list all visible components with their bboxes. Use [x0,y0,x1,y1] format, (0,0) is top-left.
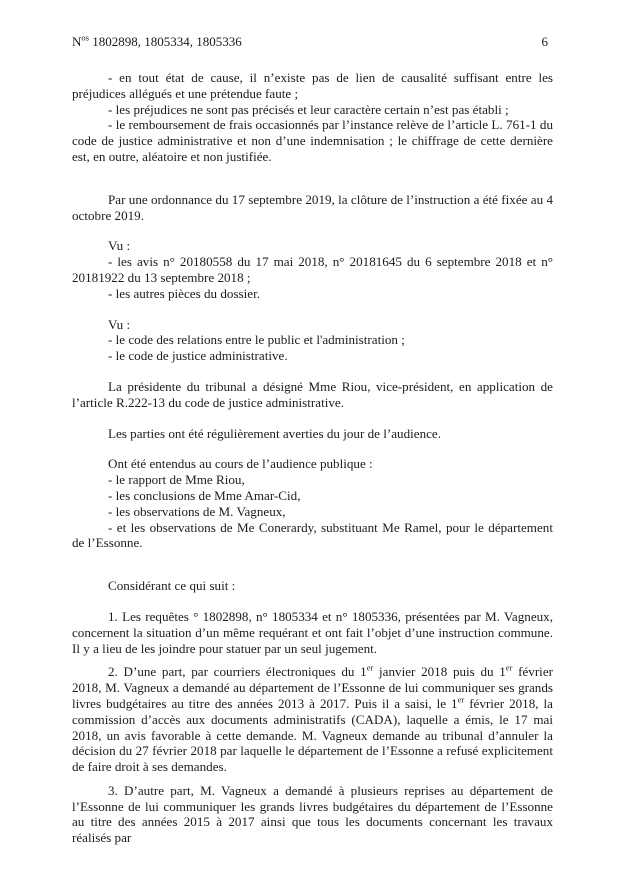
page-header [72,34,553,49]
paragraph: - le code de justice administrative. [108,348,288,364]
paragraph: - les avis n° 20180558 du 17 mai 2018, n° 20181645 du 6 septembre 2018 et n° 20181922 du 13 septembre 2018 ; [72,254,553,285]
paragraph: Les parties ont été régulièrement averties du jour de l’audience. [108,425,442,441]
paragraph: Vu : [108,316,131,332]
paragraph: Considérant ce qui suit : [108,578,236,594]
paragraph: - les conclusions de Mme Amar-Cid, [108,487,301,503]
paragraph: 3. D’autre part, M. Vagneux a demandé à plusieurs reprises au département de l’Essonne de lui communiquer les grands livres budgétaires du département de l’Essonne au titre des années 2015 à 2017 ainsi que tous les documents concernant les travaux réalisés par [72,782,553,846]
paragraph: Ont été entendus au cours de l’audience publique : [108,456,373,472]
paragraph: 1. Les requêtes ° 1802898, n° 1805334 et n° 1805336, présentées par M. Vagneux, concernent la situation d’un même requérant et ont fait l’objet d’une instruction commune. Il y a lieu de les joindre pour statuer par un seul jugement. [72,608,553,656]
document-body [72,70,553,846]
case-numbers: $N^{os}$ 1802898, 1805334, 1805336 [72,32,242,49]
paragraph: Par une ordonnance du 17 septembre 2019, la clôture de l’instruction a été fixée au 4 octobre 2019. [72,191,553,223]
page-number: 6 [541,34,548,49]
paragraph: - le remboursement de frais occasionnés par l’instance relève de l’article L. 761-1 du code de justice administrative et non d’une indemnisation ; le chiffrage de cette dernière est, en outre, aléatoire et non justifiée. [72,117,553,164]
paragraph: - le rapport de Mme Riou, [108,472,245,488]
paragraph: Vu : [108,238,131,254]
paragraph: 2. D’une part, par courriers électroniques du 1er janvier 2018 puis du 1er février 2018, M. Vagneux a demandé au département de l’Essonne de lui communiquer ses grands livres budgétaires au titre des années 2013 à 2017. Puis il a saisi, le 1er février 2018, la commission d’accès aux documents administratifs (CADA), laquelle a émis, le 17 mai 2018, un avis favorable à cette demande. M. Vagneux demande au tribunal d’annuler la décision du 27 février 2018 par laquelle le département de l’Essonne a refusé explicitement de faire droit à ses demandes. [72,662,553,775]
paragraph: - les observations de M. Vagneux, [108,503,286,519]
paragraph: - en tout état de cause, il n’existe pas de lien de causalité suffisant entre les préjudices allégués et une prétendue faute ; [72,70,553,101]
paragraph: - le code des relations entre le public et l'administration ; [108,332,405,348]
paragraph: La présidente du tribunal a désigné Mme Riou, vice-président, en application de l’article R.222-13 du code de justice administrative. [72,378,553,410]
paragraph: - et les observations de Me Conerardy, substituant Me Ramel, pour le département de l’Essonne. [72,519,553,551]
paragraph: - les autres pièces du dossier. [108,285,260,301]
paragraph: - les préjudices ne sont pas précisés et leur caractère certain n’est pas établi ; [108,101,509,117]
